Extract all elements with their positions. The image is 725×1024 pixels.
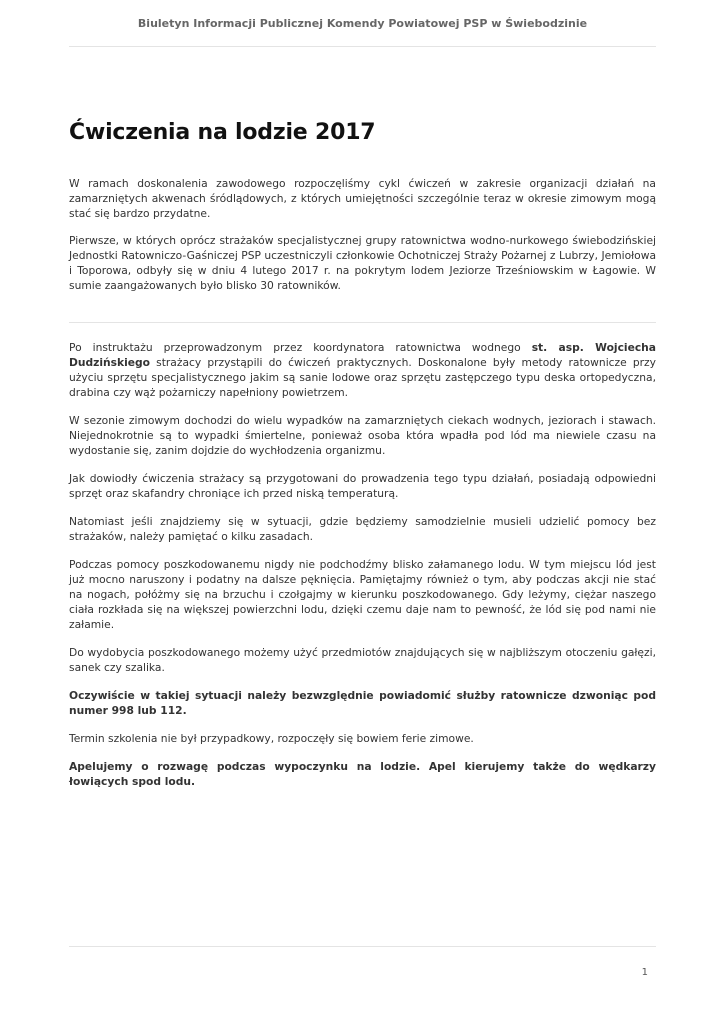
body-paragraph: Natomiast jeśli znajdziemy się w sytuacji, gdzie będziemy samodzielnie musieli udzielić pomocy bez strażaków, należy pamiętać o kilku zasadach. xyxy=(69,515,656,543)
body-paragraph xyxy=(69,340,656,400)
page-number: 1 xyxy=(641,967,648,978)
header-divider xyxy=(69,46,656,47)
page-header: Biuletyn Informacji Publicznej Komendy Powiatowej PSP w Świebodzinie xyxy=(137,17,588,30)
body-paragraph: Termin szkolenia nie był przypadkowy, rozpoczęły się bowiem ferie zimowe. xyxy=(69,732,474,745)
body-text: Po instruktażu przeprowadzonym przez koordynatora ratownictwa wodnego xyxy=(69,341,532,354)
footer-divider xyxy=(69,946,656,947)
body-paragraph: Jak dowiodły ćwiczenia strażacy są przygotowani do prowadzenia tego typu działań, posiadają odpowiedni sprzęt oraz skafandry chroniące ich przed niską temperaturą. xyxy=(69,472,656,500)
emergency-number-notice: Oczywiście w takiej sytuacji należy bezwzględnie powiadomić służby ratownicze dzwoniąc pod numer 998 lub 112. xyxy=(69,689,656,717)
body-paragraph: Do wydobycia poszkodowanego możemy użyć przedmiotów znajdujących się w najbliższym otoczeniu gałęzi, sanek czy szalika. xyxy=(69,646,656,674)
intro-paragraph: Pierwsze, w których oprócz strażaków specjalistycznej grupy ratownictwa wodno-nurkowego świebodzińskiej Jednostki Ratowniczo-Gaśniczej PSP uczestniczyli członkowie Ochotniczej Straży Pożarnej z Lubrzy, Jemiołowa i Toporowa, odbyły się w dniu 4 lutego 2017 r. na pokrytym lodem Jeziorze Trześniowskim w Łagowie. W sumie zaangażowanych było blisko 30 ratowników. xyxy=(69,234,656,292)
article-title: Ćwiczenia na lodzie 2017 xyxy=(69,120,376,145)
article-intro xyxy=(69,176,656,305)
article-body xyxy=(69,340,656,802)
safety-appeal: Apelujemy o rozwagę podczas wypoczynku na lodzie. Apel kierujemy także do wędkarzy łowiących spod lodu. xyxy=(69,760,656,788)
intro-paragraph: W ramach doskonalenia zawodowego rozpoczęliśmy cykl ćwiczeń w zakresie organizacji działań na zamarzniętych akwenach śródlądowych, z których umiejętności szczególnie teraz w okresie zimowym mogą stać się bardzo przydatne. xyxy=(69,177,656,220)
section-divider xyxy=(69,322,656,323)
instructor-name: st. asp. Wojciecha Dudzińskiego xyxy=(69,341,656,369)
body-paragraph: Podczas pomocy poszkodowanemu nigdy nie podchodźmy blisko załamanego lodu. W tym miejscu lód jest już mocno naruszony i podatny na dalsze pęknięcia. Pamiętajmy również o tym, aby podczas akcji nie stać na nogach, połóżmy się na brzuchu i czołgajmy w kierunku poszkodowanego. Gdy leżymy, ciężar naszego ciała rozkłada się na większej powierzchni lodu, dzięki czemu daje nam to pewność, że lód się pod nami nie załamie. xyxy=(69,558,656,631)
body-paragraph: W sezonie zimowym dochodzi do wielu wypadków na zamarzniętych ciekach wodnych, jeziorach i stawach. Niejednokrotnie są to wypadki śmiertelne, ponieważ osoba która wpadła pod lód ma niewiele czasu na wydostanie się, zanim dojdzie do wychłodzenia organizmu. xyxy=(69,414,656,457)
body-text: strażacy przystąpili do ćwiczeń praktycznych. Doskonalone były metody ratownicze przy użyciu sprzętu specjalistycznego jakim są sanie lodowe oraz sprzętu zastępczego typu deska ortopedyczna, drabina czy wąż pożarniczy napełniony powietrzem. xyxy=(69,356,656,399)
